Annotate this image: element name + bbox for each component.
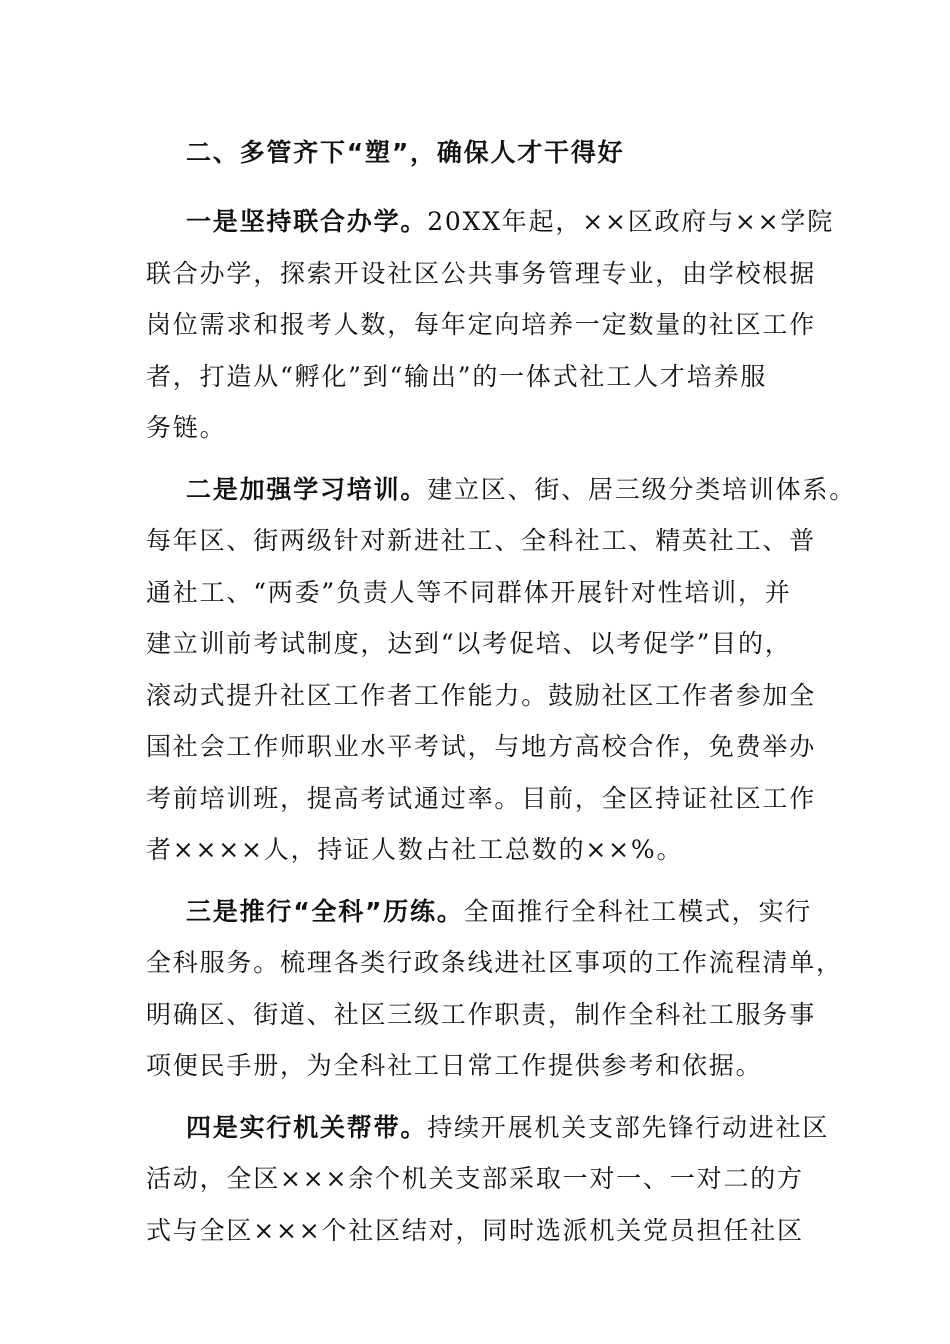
paragraph-lead: 四是实行机关帮带。 <box>186 1112 428 1142</box>
paragraph-text: 全面推行全科社工模式，实行 <box>463 896 813 926</box>
paragraph-line: 式与全区×××个社区结对，同时选派机关党员担任社区 <box>146 1215 804 1245</box>
paragraph-line: 者，打造从“孵化”到“输出”的一体式社工人才培养服 <box>146 361 768 391</box>
paragraph-line: 联合办学，探索开设社区公共事务管理专业，由学校根据 <box>146 258 817 288</box>
paragraph-line: 建立训前考试制度，达到“以考促培、以考促学”目的， <box>146 629 792 658</box>
paragraph-lead: 一是坚持联合办学。 <box>186 207 428 236</box>
paragraph-line: 者××××人，持证人数占社工总数的××%。 <box>146 835 684 864</box>
paragraph-line: 岗位需求和报考人数，每年定向培养一定数量的社区工作 <box>146 310 817 339</box>
paragraph-text: 20XX年起，××区政府与××学院 <box>427 207 835 236</box>
paragraph-line: 通社工、“两委”负责人等不同群体开展针对性培训，并 <box>146 577 792 607</box>
paragraph-mentoring <box>146 1102 830 1257</box>
paragraph-joint-schooling <box>146 196 835 454</box>
document-page <box>146 128 857 1266</box>
paragraph-line: 每年区、街两级针对新进社工、全科社工、精英社工、普 <box>146 526 817 555</box>
paragraph-general-practice <box>146 886 843 1092</box>
section-heading: 二、多管齐下“塑”，确保人才干得好 <box>186 138 625 167</box>
paragraph-training <box>146 464 857 876</box>
paragraph-line: 活动，全区×××余个机关支部采取一对一、一对二的方 <box>146 1164 804 1193</box>
paragraph-line: 考前培训班，提高考试通过率。目前，全区持证社区工作 <box>146 783 817 813</box>
paragraph-text: 持续开展机关支部先锋行动进社区 <box>427 1112 830 1142</box>
paragraph-line: 滚动式提升社区工作者工作能力。鼓励社区工作者参加全 <box>146 680 817 710</box>
paragraph-line: 务链。 <box>146 413 227 442</box>
paragraph-lead: 三是推行“全科”历练。 <box>186 896 464 926</box>
paragraph-line: 全科服务。梳理各类行政条线进社区事项的工作流程清单， <box>146 948 843 977</box>
paragraph-line: 项便民手册，为全科社工日常工作提供参考和依据。 <box>146 1051 763 1080</box>
paragraph-line: 明确区、街道、社区三级工作职责，制作全科社工服务事 <box>146 999 817 1029</box>
paragraph-text: 建立区、街、居三级分类培训体系。 <box>427 474 857 504</box>
paragraph-lead: 二是加强学习培训。 <box>186 474 428 504</box>
paragraph-line: 国社会工作师职业水平考试，与地方高校合作，免费举办 <box>146 732 817 761</box>
